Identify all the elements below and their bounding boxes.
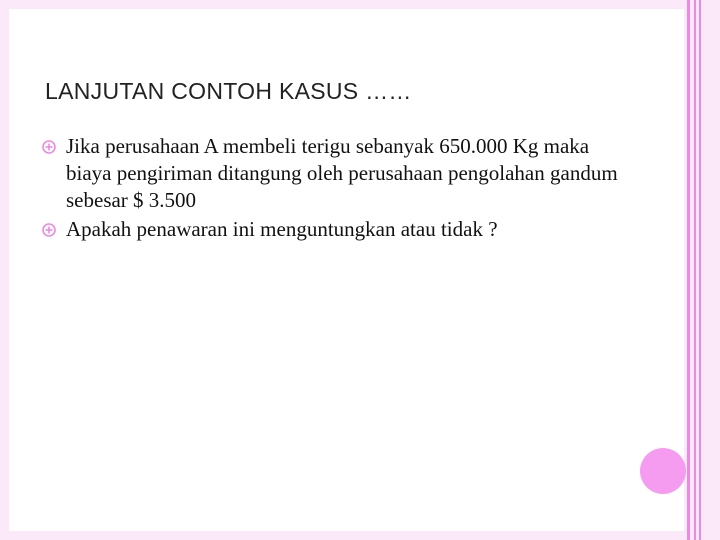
circle-plus-icon	[42, 223, 56, 237]
slide-title: LANJUTAN CONTOH KASUS ……	[45, 78, 412, 104]
decorative-circle	[640, 448, 686, 494]
bullet-item	[42, 133, 632, 214]
right-decorative-line	[687, 0, 690, 540]
circle-plus-icon	[42, 140, 56, 154]
bullet-text: Apakah penawaran ini menguntungkan atau tidak ?	[66, 217, 498, 241]
bullet-item	[42, 216, 632, 243]
bullet-list	[42, 133, 632, 245]
bullet-text: Jika perusahaan A membeli terigu sebanyak 650.000 Kg maka biaya pengiriman ditangung oleh perusahaan pengolahan gandum sebesar $ 3.500	[66, 134, 618, 212]
right-decorative-line	[699, 0, 701, 540]
right-decorative-line	[694, 0, 696, 540]
